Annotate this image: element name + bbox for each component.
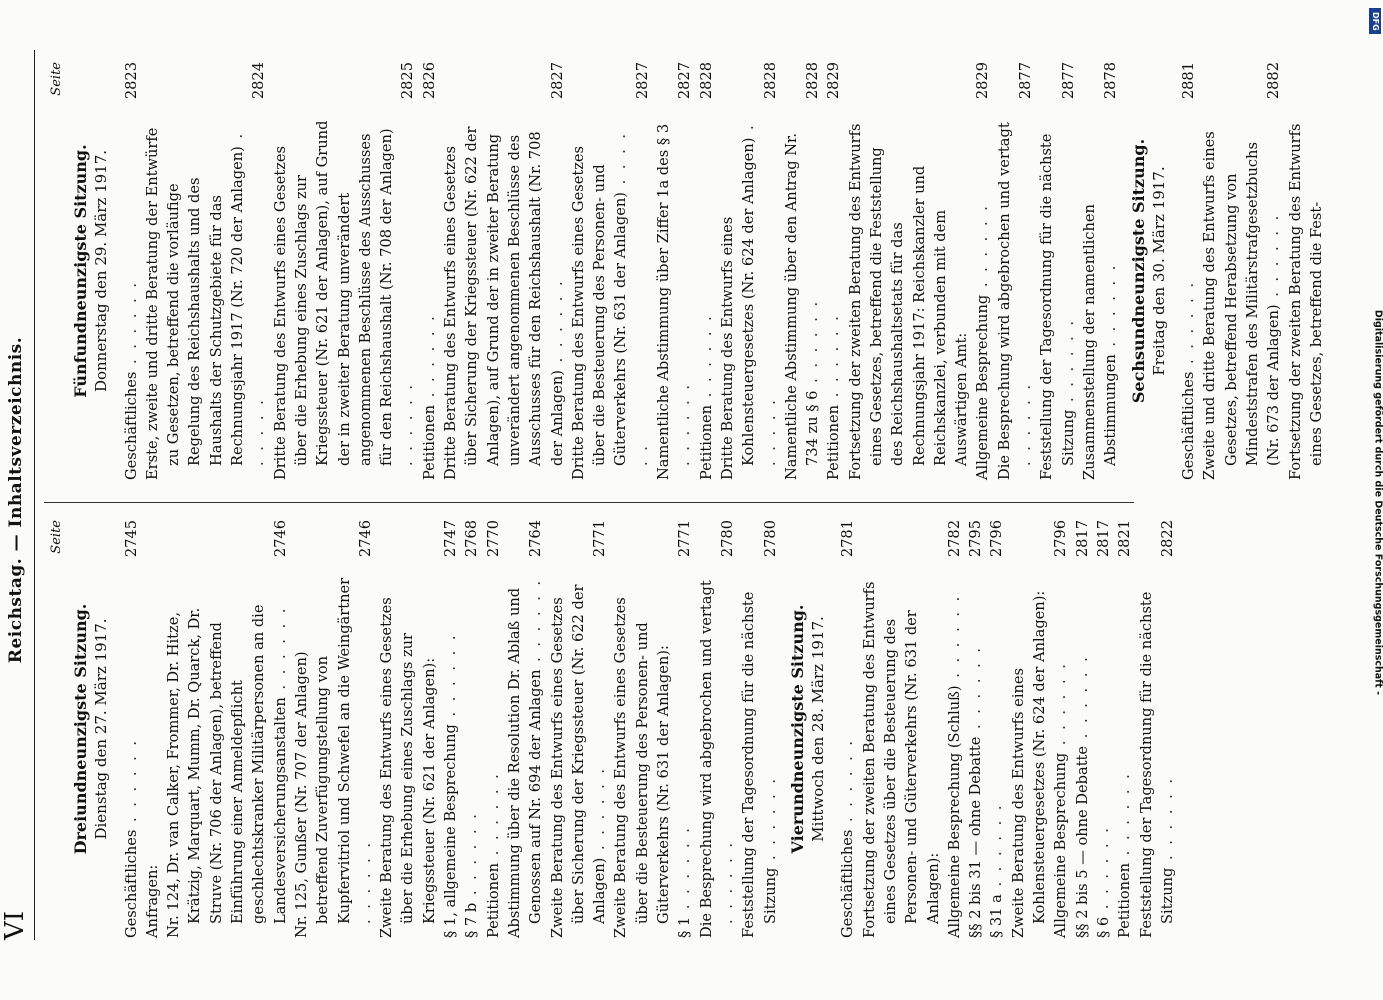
toc-entry <box>376 520 440 938</box>
toc-entry <box>440 520 461 938</box>
toc-entry <box>717 62 781 480</box>
entry-text <box>142 118 270 480</box>
toc-entry <box>696 520 739 938</box>
page-ref: 2782 <box>945 520 963 558</box>
entry-text <box>972 118 993 480</box>
entry-text <box>823 118 844 480</box>
entry-text <box>163 576 291 938</box>
leader-dots: . . . . . . <box>967 644 985 737</box>
leader-dots: . . . . . . <box>718 839 736 924</box>
toc-entry <box>121 520 142 938</box>
leader-dots: . . . . . . <box>122 279 140 372</box>
entry-text <box>568 118 653 480</box>
entry-label: §§ 2 bis 5 — ohne Debatte <box>1073 745 1091 938</box>
leader-dots: . . . . . . <box>442 632 460 725</box>
leader-dots: . . . . . . <box>945 593 963 686</box>
page-ref: 2825 <box>399 62 417 100</box>
dfg-logo: DFG <box>1369 8 1381 34</box>
entry-text <box>504 576 547 938</box>
page-ref: 2828 <box>761 62 779 100</box>
toc-entry <box>419 62 440 480</box>
toc-entry <box>1072 520 1093 938</box>
left-column <box>46 520 1178 938</box>
entry-label: Zweite und dritte Beratung des Entwurfs eines Gesetzes, betreffend Herabsetzung von Mindeststrafen des Militärstrafgesetzbuchs (Nr. 673 der Anlagen) <box>1201 131 1283 480</box>
toc-entry <box>696 62 717 480</box>
page-ref: 2824 <box>250 62 268 100</box>
leader-dots: . . . . . . <box>271 605 289 698</box>
leader-dots: . . . . . . <box>356 839 374 924</box>
page-ref: 2821 <box>1116 520 1134 558</box>
toc-entry <box>547 520 611 938</box>
toc-entry <box>1285 62 1328 480</box>
toc-entry <box>823 62 844 480</box>
entry-text <box>1036 118 1079 480</box>
entry-label: § 1, allgemeine Besprechung <box>442 724 460 938</box>
leader-dots: . . . . . . <box>1059 317 1077 410</box>
entry-label: Feststellung der Tagesordnung für die nächste Sitzung <box>740 591 779 938</box>
toc-entry <box>1008 520 1051 938</box>
page-ref: 2817 <box>1094 520 1112 558</box>
toc-entry <box>972 62 993 480</box>
toc-entry <box>568 62 653 480</box>
leader-dots: . . . . . . <box>1265 212 1283 305</box>
entry-text <box>270 118 419 480</box>
toc-entry <box>944 520 965 938</box>
leader-dots: . . . . . . <box>1073 654 1091 746</box>
entry-label: Petitionen <box>484 862 502 938</box>
entry-label: Abstimmung über die Resolution Dr. Ablaß und Genossen auf Nr. 694 der Anlagen <box>505 587 545 938</box>
entry-text <box>859 576 944 938</box>
leader-dots: . . . . . . <box>676 825 694 917</box>
page-ref: 2796 <box>988 520 1006 558</box>
toc-entry <box>994 62 1037 480</box>
toc-entry <box>142 520 163 938</box>
page-ref: 2828 <box>804 62 822 100</box>
page-ref: 2796 <box>1052 520 1070 558</box>
leader-dots: . . . . . . <box>1052 661 1070 753</box>
entry-label: Anfragen: <box>143 864 161 938</box>
entry-text <box>1285 118 1328 480</box>
entry-label: Die Besprechung wird abgebrochen und vertagt <box>697 580 715 938</box>
leader-dots: . . . . . . <box>761 775 779 868</box>
entry-text <box>121 576 142 938</box>
toc-entry <box>610 520 674 938</box>
entry-text <box>547 576 611 938</box>
page-ref: 2829 <box>825 62 843 100</box>
toc-entry <box>674 520 695 938</box>
entry-label: Geschäftliches <box>839 829 857 938</box>
entry-text <box>653 118 696 480</box>
entry-text <box>461 576 482 938</box>
entry-label: Feststellung der Tagesordnung für die nächste Sitzung <box>1038 133 1077 480</box>
entry-label: Fortsetzung der zweiten Beratung des Entwurfs eines Gesetzes, betreffend die Fest- <box>1286 123 1325 480</box>
entry-label: Petitionen <box>1116 862 1134 938</box>
toc-entry <box>1136 520 1179 938</box>
page-ref: 2764 <box>527 520 545 558</box>
toc-entry <box>738 520 781 938</box>
entry-text <box>1114 576 1135 938</box>
page-ref: 2823 <box>122 62 140 100</box>
entry-label: § 1 <box>676 916 694 938</box>
header-rule <box>34 50 35 940</box>
leader-dots: . . . . . . <box>988 802 1006 895</box>
page-ref: 2771 <box>591 520 609 558</box>
entry-text <box>781 118 824 480</box>
entry-text <box>986 576 1007 938</box>
leader-dots: . . . . . . <box>591 765 609 858</box>
entry-text <box>944 576 965 938</box>
page-ref: 2882 <box>1265 62 1283 100</box>
left-entries <box>70 520 1178 938</box>
leader-dots: . . . . . . <box>1180 279 1198 372</box>
toc-entry <box>1050 520 1071 938</box>
page-ref: 2747 <box>442 520 460 558</box>
entry-label: Feststellung der Tagesordnung für die nächste Sitzung <box>1137 591 1176 938</box>
entry-label: Dritte Beratung des Entwurfs eines Gesetzes über die Erhebung eines Zuschlags zur Kriegssteuer (Nr. 621 der Anlagen), auf Grund der in zweiter Beratung unverändert angenommenen Beschlüsse des Ausschusses für den Reichshaushalt (Nr. 708 der Anlagen) <box>271 120 396 480</box>
page-ref: 2877 <box>1059 62 1077 100</box>
page-ref: 2780 <box>718 520 736 558</box>
leader-dots: . . . . . . <box>676 381 694 466</box>
toc-entry <box>653 62 696 480</box>
page-ref: 2780 <box>761 520 779 558</box>
toc-entry <box>837 520 858 938</box>
page-ref: 2746 <box>271 520 289 558</box>
entry-label: Zweite Beratung des Entwurfs eines Gesetzes über die Erhebung eines Zuschlags zur Kriegssteuer (Nr. 621 der Anlagen): <box>378 597 438 938</box>
toc-entry <box>781 62 824 480</box>
entry-label: Petitionen <box>420 404 438 480</box>
leader-dots: . . . . . . <box>484 771 502 863</box>
toc-entry <box>845 62 973 480</box>
session-title: Fünfundneunzigste Sitzung. <box>71 144 90 398</box>
session-date: Freitag den 30. März 1917. <box>1149 166 1168 376</box>
entry-text <box>1072 576 1093 938</box>
leader-dots: . . . . . . <box>1158 775 1176 868</box>
entry-label: Zweite Beratung des Entwurfs eines Kohlensteuergesetzes (Nr. 624 der Anlagen): <box>1009 590 1049 938</box>
page-number: VI <box>0 910 30 940</box>
entry-text <box>965 576 986 938</box>
entry-text <box>1199 118 1284 480</box>
entry-label: Geschäftliches <box>122 371 140 480</box>
leader-dots: . . . . . . <box>1116 771 1134 863</box>
page-ref: 2746 <box>356 520 374 558</box>
entry-text <box>483 576 504 938</box>
entry-text <box>376 576 440 938</box>
page-ref: 2771 <box>676 520 694 558</box>
leader-dots: . . . . . . <box>463 811 481 903</box>
entry-text <box>419 118 440 480</box>
entry-text <box>440 118 568 480</box>
page-ref: 2795 <box>967 520 985 558</box>
entry-label: Zweite Beratung des Entwurfs eines Gesetzes über Sicherung der Kriegssteuer (Nr. 622 der Anlagen) <box>548 584 609 938</box>
entry-text <box>121 118 142 480</box>
page-ref: 2829 <box>974 62 992 100</box>
page-ref: 2770 <box>484 520 502 558</box>
entry-label: Die Besprechung wird abgebrochen und vertagt <box>995 122 1013 480</box>
session-date: Donnerstag den 29. März 1917. <box>92 149 111 393</box>
leader-dots: . . . . . . <box>825 313 843 405</box>
entry-text <box>1008 576 1051 938</box>
entry-label: Geschäftliches <box>1180 371 1198 480</box>
leader-dots: . . . . . . <box>1102 262 1120 355</box>
toc-entry <box>291 520 376 938</box>
session-title: Sechsundneunzigste Sitzung. <box>1128 138 1148 404</box>
toc-entry <box>1079 62 1122 480</box>
toc-entry <box>859 520 944 938</box>
page-ref: 2877 <box>1017 62 1035 100</box>
entry-label: Allgemeine Besprechung <box>1052 752 1070 938</box>
entry-label: Namentliche Abstimmung über Ziffer 1a des § 3 <box>655 123 673 480</box>
page-ref: 2881 <box>1180 62 1198 100</box>
toc-entry <box>270 62 419 480</box>
toc-entry <box>461 520 482 938</box>
entry-label: Dritte Beratung des Entwurfs eines Kohlensteuergesetzes (Nr. 624 der Anlagen) <box>718 137 758 480</box>
toc-entry <box>986 520 1007 938</box>
entry-label: Allgemeine Besprechung <box>974 294 992 480</box>
entry-text <box>738 576 781 938</box>
page-ref: 2827 <box>548 62 566 100</box>
page-header <box>0 0 30 1000</box>
entry-text <box>610 576 674 938</box>
leader-dots: . . . . . . <box>804 298 822 391</box>
toc-entry <box>1178 62 1199 480</box>
entry-label: Petitionen <box>697 404 715 480</box>
page-ref: 2768 <box>463 520 481 558</box>
toc-entry <box>483 520 504 938</box>
leader-dots: . . . . . . <box>229 130 268 466</box>
leader-dots: . . . . . . <box>548 278 566 371</box>
entry-text <box>1136 576 1179 938</box>
toc-entry <box>1093 520 1114 938</box>
entry-label: Nr. 124, Dr. van Calker, Frommer, Dr. Hitze, Krätzig, Marquart, Mumm, Dr. Quarck, Dr. Struve (Nr. 706 der Anlagen), betreffend Einführung einer Anmeldepflicht geschlechtskranker Militärpersonen an die Landesversicherungsanstalten <box>165 604 289 938</box>
leader-dots: . . . . . . <box>122 737 140 830</box>
entry-label: § 7 b <box>463 902 481 938</box>
toc-entry <box>142 62 270 480</box>
entry-label: § 6 <box>1094 916 1112 938</box>
entry-label: Namentliche Abstimmung über den Antrag Nr. 734 zu § 6 <box>782 133 822 480</box>
entry-text <box>994 118 1037 480</box>
toc-entry <box>440 62 568 480</box>
entry-label: Allgemeine Besprechung (Schluß) <box>945 685 963 938</box>
entry-text <box>1178 118 1199 480</box>
entry-label: Fortsetzung der zweiten Beratung des Entwurfs eines Gesetzes über die Besteuerung des Personen- und Güterverkehrs (Nr. 631 der Anlagen): <box>860 581 942 938</box>
entry-text <box>142 576 163 938</box>
leader-dots: . . . . . . <box>612 130 651 466</box>
leader-dots: . . . . . . <box>527 577 545 670</box>
session-title: Dreiundneunzigste Sitzung. <box>71 603 90 855</box>
digitization-credit <box>1370 0 1382 1000</box>
leader-dots: . . . . . . <box>839 737 857 830</box>
column-divider <box>44 502 1134 503</box>
toc-entry <box>965 520 986 938</box>
leader-dots: . . . . . . <box>974 203 992 295</box>
leader-dots: . . . . . . <box>697 313 715 405</box>
toc-entry <box>1036 62 1079 480</box>
leader-dots: . . . . . . <box>1094 825 1112 917</box>
toc-entry <box>504 520 547 938</box>
page-ref: 2745 <box>122 520 140 558</box>
seite-heading-left: Seite <box>49 520 64 554</box>
session-date: Mittwoch den 28. März 1917. <box>809 616 828 842</box>
entry-text <box>1079 118 1122 480</box>
entry-text <box>696 118 717 480</box>
leader-dots: . . . . . . <box>399 381 417 466</box>
session-title: Vierundneunzigste Sitzung. <box>787 604 807 854</box>
credit-text: Digitalisierung gefördert durch die Deutsche Forschungsgemeinschaft - <box>1372 309 1383 696</box>
page-ref: 2817 <box>1073 520 1091 558</box>
entry-text <box>837 576 858 938</box>
page-ref: 2827 <box>633 62 651 100</box>
entry-label: Fortsetzung der zweiten Beratung des Entwurfs eines Gesetzes, betreffend die Feststellung des Reichshaushaltsetats für das Rechnungsjahr 1917: Reichskanzler und Reichskanzlei, verbunden mit dem Auswärtigen Amt: <box>846 123 971 480</box>
page-ref: 2781 <box>839 520 857 558</box>
entry-label: Dritte Beratung des Entwurfs eines Gesetzes über die Besteuerung des Personen- und Güterverkehrs (Nr. 631 der Anlagen) <box>569 145 630 480</box>
toc-entry <box>163 520 291 938</box>
entry-text <box>1050 576 1071 938</box>
entry-label: Zusammenstellung der namentlichen Abstimmungen <box>1080 204 1120 480</box>
entry-text <box>696 576 739 938</box>
entry-label: § 31 a <box>988 894 1006 938</box>
toc-entry <box>1199 62 1284 480</box>
running-title: Reichstag. — Inhaltsverzeichnis. <box>6 336 26 664</box>
toc-entry <box>121 62 142 480</box>
entry-text <box>717 118 781 480</box>
seite-heading-right: Seite <box>49 62 64 96</box>
entry-text <box>674 576 695 938</box>
leader-dots: . . . . . . <box>420 313 438 405</box>
entry-label: §§ 2 bis 31 — ohne Debatte <box>967 736 985 938</box>
page-ref: 2878 <box>1102 62 1120 100</box>
entry-label: Dritte Beratung des Entwurfs eines Gesetzes über Sicherung der Kriegssteuer (Nr. 622 der Anlagen), auf Grund der in zweiter Beratung unverändert angenommenen Beschlüsse des Ausschusses für den Reichshaushalt (Nr. 708 der Anlagen) <box>442 126 566 480</box>
entry-label: Geschäftliches <box>122 829 140 938</box>
page-ref: 2827 <box>676 62 694 100</box>
leader-dots: . . . . . . <box>740 122 779 466</box>
entry-label: Erste, zweite und dritte Beratung der Entwürfe zu Gesetzen, betreffend die vorläufige Regelung des Reichshaushalts und des Haushalts der Schutzgebiete für das Rechnungsjahr 1917 (Nr. 720 der Anlagen) <box>143 127 247 480</box>
right-entries <box>70 62 1327 480</box>
session-date: Dienstag den 27. März 1917. <box>92 618 111 840</box>
entry-text <box>440 576 461 938</box>
page-ref: 2826 <box>420 62 438 100</box>
page-ref: 2828 <box>697 62 715 100</box>
entry-label: Zweite Beratung des Entwurfs eines Gesetzes über die Besteuerung des Personen- und Güterverkehrs (Nr. 631 der Anlagen): <box>612 597 673 938</box>
entry-text <box>1093 576 1114 938</box>
entry-label: Petitionen <box>825 404 843 480</box>
toc-entry <box>1114 520 1135 938</box>
leader-dots: . . . . . . <box>1017 381 1035 466</box>
page-ref: 2822 <box>1158 520 1176 558</box>
entry-text <box>291 576 376 938</box>
right-column <box>46 62 1327 480</box>
entry-text <box>845 118 973 480</box>
entry-label: Nr. 125, Gunßer (Nr. 707 der Anlagen) betreffend Zuverfügungstellung von Kupfervitriol und Schwefel an die Weingärtner <box>292 577 353 938</box>
